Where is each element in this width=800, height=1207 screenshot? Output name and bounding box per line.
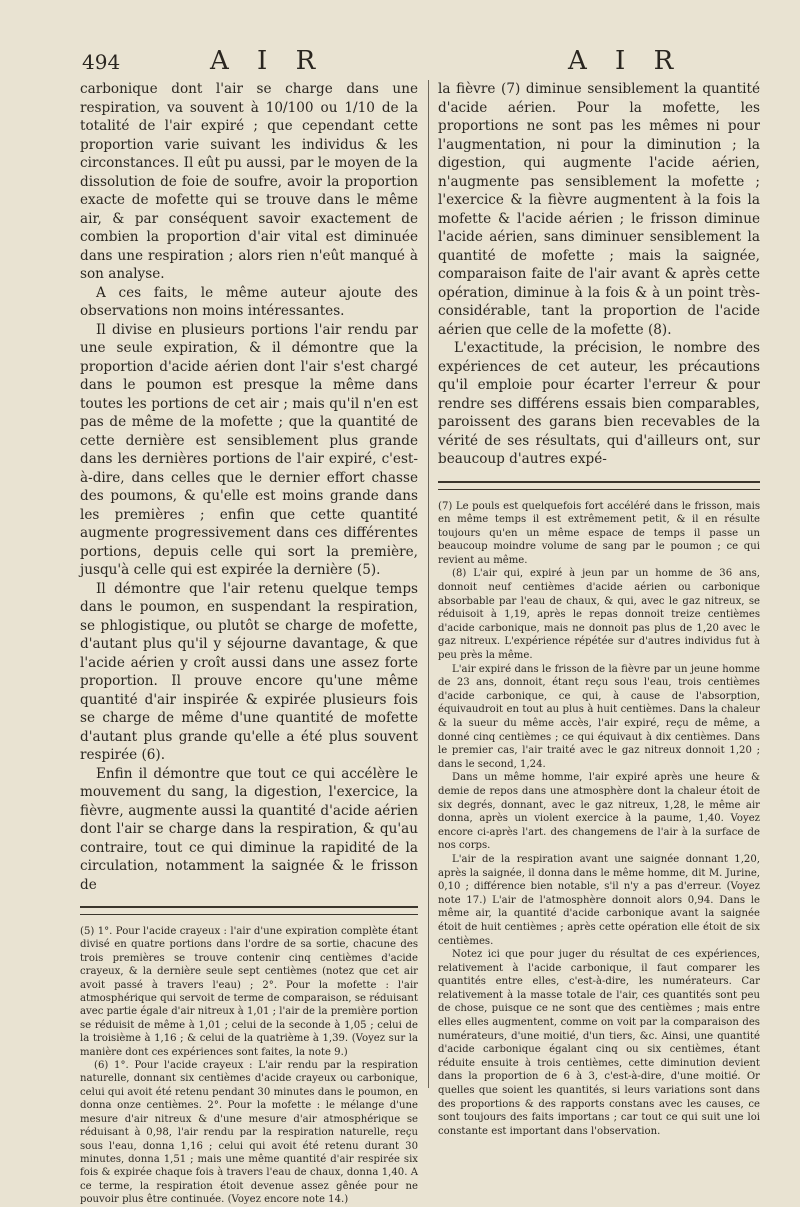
footnote: (8) L'air qui, expiré à jeun par un homme de 36 ans, donnoit neuf centièmes d'acide aérien ou carbonique absorbable par l'eau de chaux, & qui, avec le gaz nitreux, se réduisoit à 1,19, après le repas donnoit treize centièmes d'acide carbonique, mais ne donnoit pas plus de 1,20 avec le gaz nitreux. L'expérience répétée sur d'autres individus fut à peu près la même.	[438, 568, 760, 662]
left-footnotes	[80, 925, 418, 1207]
page-number: 494	[82, 50, 121, 74]
left-column	[80, 80, 418, 1206]
running-head-left: A I R	[210, 46, 326, 76]
footnote: Notez ici que pour juger du résultat de ces expériences, relativement à l'acide carbonique, il faut comparer les quantités entre elles, c'est-à-dire, les numérateurs. Car relativement à la masse totale de l'air, ces quantités sont peu de chose, puisque ce ne sont que des centièmes ; mais entre elles elles augmentent, comme on voit par la comparaison des numérateurs, d'une moitié, d'un tiers, &c. Ainsi, une quantité d'acide carbonique égalant cinq ou six centièmes, étant réduite ensuite à trois centièmes, cette diminution devient dans la proportion de 6 à 3, c'est-à-dire, d'une moitié. Or quelles que soient les quantités, si leurs variations sont dans des proportions & des rapports constans avec les causes, ce sont toujours des faits importans ; car tout ce qui suit une loi constante est important dans l'observation.	[438, 949, 760, 1137]
footnote: L'air de la respiration avant une saignée donnant 1,20, après la saignée, il donna dans le même homme, dit M. Jurine, 0,10 ; différence bien notable, s'il n'y a pas d'erreur. (Voyez note 17.) L'air de l'atmosphère donnoit alors 0,94. Dans le même air, la quantité d'acide carbonique avant la saignée étoit de huit centièmes ; après cette opération elle étoit de six centièmes.	[438, 853, 760, 947]
footnote-rule	[80, 906, 418, 908]
right-footnotes	[438, 500, 760, 1139]
left-paragraph: carbonique dont l'air se charge dans une respiration, va souvent à 10/100 ou 1/10 de la totalité de l'air expiré ; que cependant cette proportion varie suivant les individus & les circonstances. Il eût pu aussi, par le moyen de la dissolution de foie de soufre, avoir la proportion exacte de mofette qui se trouve dans le même air, & par conséquent savoir exactement de combien la proportion d'air vital est diminuée dans une respiration ; alors rien n'eût manqué à son analyse.	[80, 81, 418, 282]
right-paragraph: la fièvre (7) diminue sensiblement la quantité d'acide aérien. Pour la mofette, les proportions ne sont pas les mêmes ni pour l'augmentation, ni pour la diminution ; la digestion, qui augmente l'acide aérien, n'augmente pas sensiblement la mofette ; l'exercice & la fièvre augmentent à la fois la mofette & l'acide aérien ; le frisson diminue l'acide aérien, sans diminuer sensiblement la quantité de mofette ; mais la saignée, comparaison faite de l'air avant & après cette opération, diminue à la fois & à un point très-considérable, tant la proportion de l'acide aérien que celle de la mofette (8).	[438, 81, 760, 338]
footnote: (6) 1°. Pour l'acide crayeux : L'air rendu par la respiration naturelle, donnant six centièmes d'acide crayeux ou carbonique, celui qui avoit été retenu pendant 30 minutes dans le poumon, en donna onze centièmes. 2°. Pour la mofette : le mélange d'une mesure d'air nitreux & d'une mesure d'air atmosphérique se réduisant à 0,98, l'air rendu par la respiration naturelle, reçu sous l'eau, donna 1,16 ; celui qui avoit été retenu durant 30 minutes, donna 1,51 ; mais une même quantité d'air respirée six fois & expirée chaque fois à travers l'eau de chaux, donna 1,40. A ce terme, la respiration étoit devenue assez gênée pour ne pouvoir plus être continuée. (Voyez encore note 14.)	[80, 1060, 418, 1206]
footnote: (7) Le pouls est quelquefois fort accéléré dans le frisson, mais en même temps il est extrêmement petit, & il en résulte toujours qu'en un même espace de temps il passe un beaucoup moindre volume de sang par le poumon ; ce qui revient au même.	[438, 500, 760, 566]
left-paragraph: Enfin il démontre que tout ce qui accélère le mouvement du sang, la digestion, l'exercice, la fièvre, augmente aussi la quantité d'acide aérien dont l'air se charge dans la respiration, & qu'au contraire, tout ce qui diminue la rapidité de la circulation, notamment la saignée & le frisson de	[80, 765, 418, 893]
running-head-right: A I R	[568, 46, 684, 76]
footnote: (5) 1°. Pour l'acide crayeux : l'air d'une expiration complète étant divisé en quatre portions dans l'ordre de sa sortie, chacune des trois premières se trouve contenir cinq centièmes d'acide crayeux, & la dernière seule sept centièmes (notez que cet air avoit passé à travers l'eau) ; 2°. Pour la mofette : l'air atmosphérique qui servoit de terme de comparaison, se réduisant avec partie égale d'air nitreux à 1,01 ; l'air de la première portion se réduisit de même à 1,01 ; celui de la seconde à 1,05 ; celui de la troisième à 1,16 ; & celui de la quatrième à 1,39. (Voyez sur la manière dont ces expériences sont faites, la note 9.)	[80, 926, 418, 1058]
left-paragraph: Il divise en plusieurs portions l'air rendu par une seule expiration, & il démontre que la proportion d'acide aérien dont l'air s'est chargé dans le poumon est presque la même dans toutes les portions de cet air ; mais qu'il n'en est pas de même de la mofette ; que la quantité de cette dernière est sensiblement plus grande dans les dernières portions de l'air expiré, c'est-à-dire, dans celles que le dernier effort chasse des poumons, & qu'elle est moins grande dans les premières ; enfin que cette quantité augmente progressivement dans ces différentes portions, depuis celle qui sort la première, jusqu'à celle qui est expirée la dernière (5).	[80, 321, 418, 578]
page-header	[0, 42, 800, 78]
right-body	[438, 80, 760, 469]
left-paragraph: A ces faits, le même auteur ajoute des observations non moins intéressantes.	[80, 284, 418, 319]
footnote: Dans un même homme, l'air expiré après une heure & demie de repos dans une atmosphère dont la chaleur étoit de six degrés, donnant, avec le gaz nitreux, 1,28, le même air donna, après un violent exercice à la paume, 1,40. Voyez encore ci-après l'art. des changemens de l'air à la surface de nos corps.	[438, 772, 760, 852]
footnote-rule-thin	[438, 489, 760, 490]
footnote-rule	[438, 481, 760, 483]
right-paragraph: L'exactitude, la précision, le nombre des expériences de cet auteur, les précautions qu'il emploie pour écarter l'erreur & pour rendre ses différens essais bien comparables, paroissent des garans bien recevables de la vérité de ses résultats, qui d'ailleurs ont, sur beaucoup d'autres expé-	[438, 340, 760, 467]
column-divider	[428, 80, 429, 1088]
left-body	[80, 80, 418, 894]
footnote: L'air expiré dans le frisson de la fièvre par un jeune homme de 23 ans, donnoit, étant reçu sous l'eau, trois centièmes d'acide carbonique, ce qui, à cause de l'absorption, équivaudroit en tout au plus à huit centièmes. Dans la chaleur & la sueur du même accès, l'air expiré, reçu de même, a donné cinq centièmes ; ce qui équivaut à dix centièmes. Dans le premier cas, l'air traité avec le gaz nitreux donnoit 1,20 ; dans le second, 1,24.	[438, 663, 760, 770]
right-column	[438, 80, 760, 1137]
left-paragraph: Il démontre que l'air retenu quelque temps dans le poumon, en suspendant la respiration, se phlogistique, ou plutôt se charge de mofette, d'autant plus qu'il y séjourne davantage, & que l'acide aérien y croît aussi dans une assez forte proportion. Il prouve encore qu'une même quantité d'air inspirée & expirée plusieurs fois se charge de même d'une quantité de mofette d'autant plus grande qu'elle a été plus souvent respirée (6).	[80, 580, 418, 763]
footnote-rule-thin	[80, 914, 418, 915]
